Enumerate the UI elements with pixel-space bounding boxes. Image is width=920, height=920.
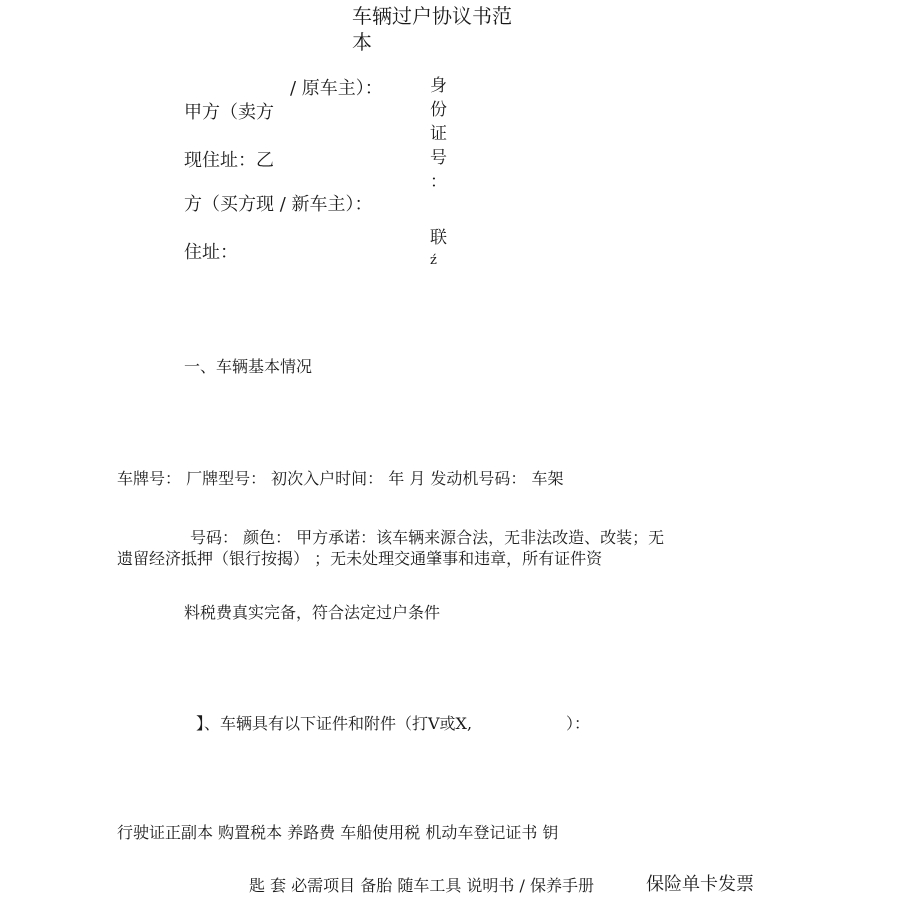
- contact-char: ź: [430, 253, 437, 268]
- buyer-label: 方（买方现 / 新车主）：: [184, 194, 373, 215]
- documents-list-line2: 匙 套 必需项目 备胎 随车工具 说明书 / 保养手册: [249, 876, 594, 895]
- buyer-address-label: 住址：: [184, 242, 238, 263]
- documents-list-line1: 行驶证正副本 购置税本 养路费 车船使用税 机动车登记证书 钥: [117, 823, 559, 842]
- section1-heading: 一、车辆基本情况: [184, 357, 313, 376]
- contact-char: 联: [430, 228, 447, 248]
- seller-label-prefix: 甲方（卖方: [184, 102, 274, 123]
- id-char: 份: [430, 100, 447, 120]
- document-title-line2: 本: [352, 30, 372, 54]
- id-char: ：: [430, 172, 447, 192]
- section2-heading-end: ）：: [566, 714, 591, 733]
- documents-list-line2-end: 保险单卡发票: [646, 874, 754, 895]
- section2-heading: 】、车辆具有以下证件和附件（打V或X,: [196, 714, 473, 733]
- id-number-label-vertical: [430, 78, 447, 198]
- id-char: 号: [430, 148, 447, 168]
- id-char: 身: [430, 76, 447, 96]
- vehicle-commitment-line3: 料税费真实完备，符合法定过户条件: [184, 603, 441, 622]
- vehicle-fields-line: 车牌号： 厂牌型号： 初次入户时间： 年 月 发动机号码： 车架: [117, 469, 564, 488]
- seller-label-suffix: / 原车主）：: [290, 78, 383, 99]
- vehicle-commitment-line2: 遗留经济抵押（银行按揭） ；无未处理交通肇事和违章，所有证件资: [117, 549, 603, 568]
- vehicle-commitment-line1: 号码： 颜色： 甲方承诺：该车辆来源合法，无非法改造、改装；无: [190, 528, 665, 547]
- document-title-line1: 车辆过户协议书范: [352, 4, 512, 28]
- contact-label-vertical: [430, 230, 447, 270]
- seller-address-label: 现住址：乙: [184, 150, 274, 171]
- id-char: 证: [430, 124, 447, 144]
